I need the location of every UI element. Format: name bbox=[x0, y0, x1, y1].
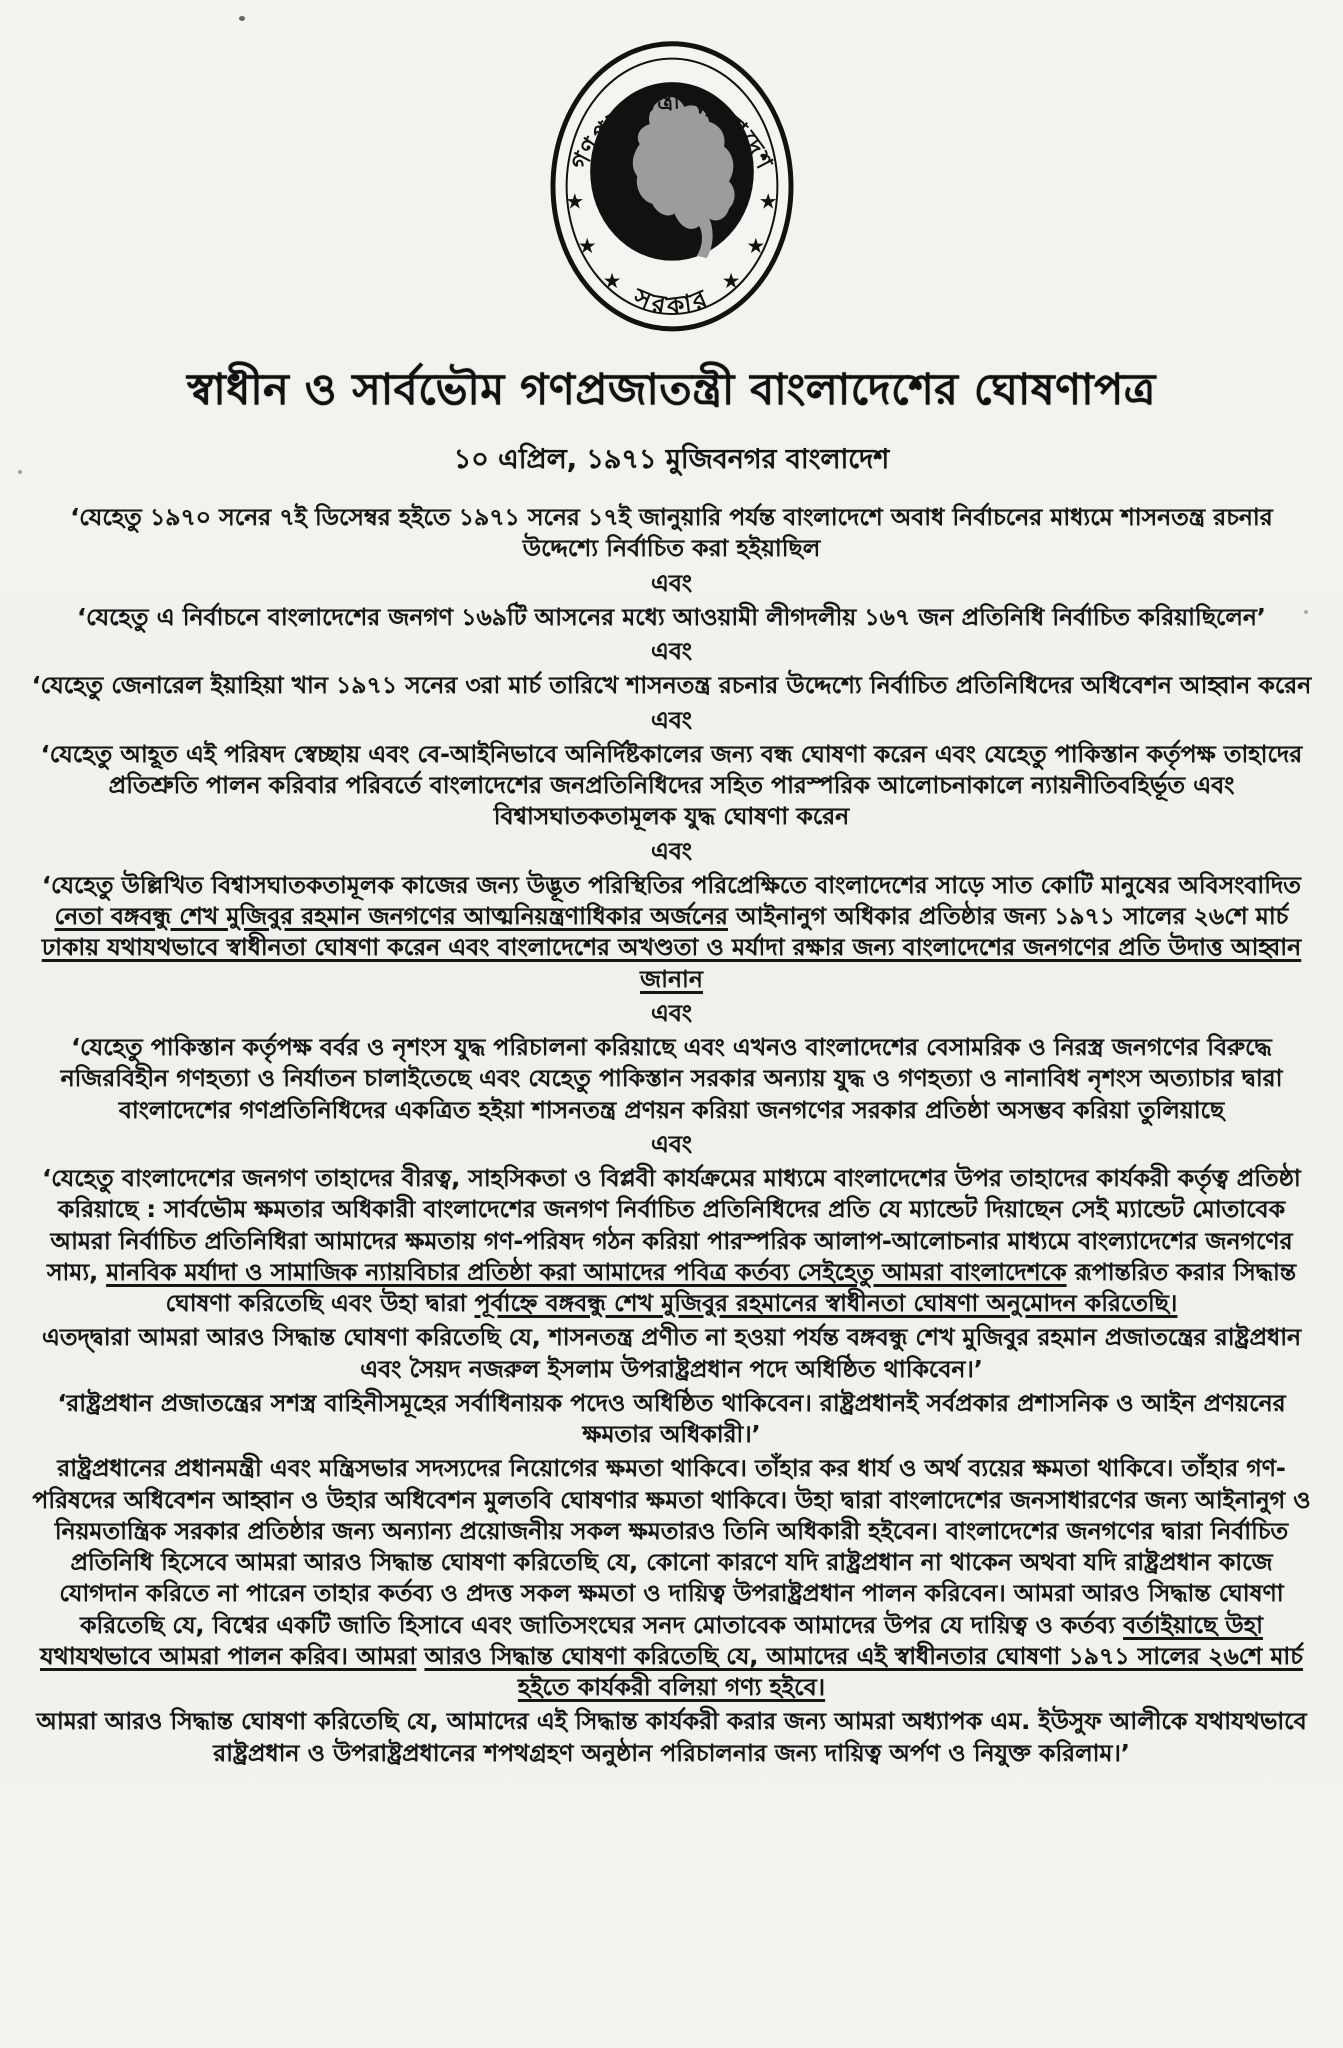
text-run: ‘যেহেতু উল্লিখিত বিশ্বাসঘাতকতামূলক কাজের জন্য উদ্ভূত পরিস্থিতির পরিপ্রেক্ষিতে বাংলাদেশের সাড়ে সাত কোটি মানুষের অবিসংবাদিত bbox=[42, 870, 1301, 899]
text-run: ‘যেহেতু বাংলাদেশের জনগণ তাহাদের বীরত্ব, সাহসিকতা ও বিপ্লবী কার্যক্রমের মাধ্যমে বাংলাদেশের উপর তাহাদের কার্যকরী কর্তৃত্ব প্রতিষ্ঠা করিয়াছে : সার্বভৌম ক্ষমতার অধিকারী বাংলাদেশের জনগণ নির্বাচিত প্রতিনিধিদের প্রতি যে ম্যান্ডেট দিয়াছেন সেই ম্যান্ডেট মোতাবেক আমরা নির্বাচিত প্রতিনিধিরা আমাদের ক্ষমতায় গণ-পরিষদ গঠন করিয়া পারস্পরিক আলাপ-আলোচনার মাধ্যমে বাংল্যাদেশের জনগণের সাম্য, bbox=[42, 1164, 1301, 1286]
text-run: ‘রাষ্ট্রপ্রধান প্রজাতন্ত্রের সশস্ত্র বাহিনীসমূহের সর্বাধিনায়ক পদেও অধিষ্ঠিত থাকিবেন। রাষ্ট্রপ্রধানই সর্বপ্রকার প্রশাসনিক ও আইন প্রণয়নের ক্ষমতার অধিকারী।’ bbox=[57, 1388, 1286, 1448]
paragraph bbox=[30, 602, 1313, 633]
underlined-text-run: নেতা বঙ্গবন্ধু শেখ মুজিবুর রহমান জনগণের আত্মনিয়ন্ত্রণাধিকার অর্জনের bbox=[54, 902, 728, 930]
star-icon: ★ bbox=[758, 188, 778, 214]
conjunction-line bbox=[30, 998, 1313, 1029]
text-run: ‘যেহেতু ১৯৭০ সনের ৭ই ডিসেম্বর হইতে ১৯৭১ সনের ১৭ই জানুয়ারি পর্যন্ত বাংলাদেশে অবাধ নির্বাচনের মাধ্যমে শাসনতন্ত্র রচনার উদ্দেশ্যে নির্বাচিত করা হইয়াছিল bbox=[70, 503, 1273, 563]
text-run: এবং bbox=[650, 705, 693, 734]
paragraph bbox=[30, 1706, 1313, 1769]
text-run: ‘যেহেতু জেনারেল ইয়াহিয়া খান ১৯৭১ সনের ৩রা মার্চ তারিখে শাসনতন্ত্র রচনার উদ্দেশ্যে নির্বাচিত প্রতিনিধিদের অধিবেশন আহ্বান করেন bbox=[31, 671, 1312, 700]
underlined-text-run: বর্তাইয়াছে উহা যথাযথভাবে আমরা পালন করিব। আমরা bbox=[40, 1610, 1263, 1670]
seal-top-text: গণপ্রজাতন্ত্রী বাংলাদেশ bbox=[564, 86, 779, 175]
scan-speckle bbox=[18, 470, 22, 474]
text-run: রাষ্ট্রপ্রধানের প্রধানমন্ত্রী এবং মন্ত্রিসভার সদস্যদের নিয়োগের ক্ষমতা থাকিবে। তাঁহার কর ধার্য ও অর্থ ব্যয়ের ক্ষমতা থাকিবে। তাঁহার গণ-পরিষদের অধিবেশন আহ্বান ও উহার অধিবেশন মুলতবি ঘোষণার ক্ষমতা থাকিবে। উহা দ্বারা বাংলাদেশের জনসাধারণের জন্য আইনানুগ ও নিয়মতান্ত্রিক সরকার প্রতিষ্ঠার জন্য অন্যান্য প্রয়োজনীয় সকল ক্ষমতারও তিনি অধিকারী হইবেন। বাংলাদেশের জনগণের দ্বারা নির্বাচিত প্রতিনিধি হিসেবে আমরা আরও সিদ্ধান্ত ঘোষণা করিতেছি যে, কোনো কারণে যদি রাষ্ট্রপ্রধান না থাকেন অথবা যদি রাষ্ট্রপ্রধান কাজে যোগদান করিতে না পারেন তাহার কর্তব্য ও প্রদত্ত সকল ক্ষমতা ও দায়িত্ব উপরাষ্ট্রপ্রধান পালন করিবেন। আমরা আরও সিদ্ধান্ত ঘোষণা করিতেছি যে, বিশ্বের একটি জাতি হিসাবে এবং জাতিসংঘের সনদ মোতাবেক আমাদের উপর যে দায়িত্ব ও কর্তব্য bbox=[32, 1454, 1311, 1639]
text-run: ‘যেহেতু আহূত এই পরিষদ স্বেচ্ছায় এবং বে-আইনিভাবে অনির্দিষ্টকালের জন্য বন্ধ ঘোষণা করেন এবং যেহেতু পাকিস্তান কর্তৃপক্ষ তাহাদের প্রতিশ্রুতি পালন করিবার পরিবর্তে বাংলাদেশের জনপ্রতিনিধিদের সহিত পারস্পরিক আলোচনাকালে ন্যায়নীতিবহির্ভূত এবং বিশ্বাসঘাতকতামূলক যুদ্ধ ঘোষণা করেন bbox=[40, 739, 1303, 831]
conjunction-line bbox=[30, 568, 1313, 599]
text-run: ‘যেহেতু পাকিস্তান কর্তৃপক্ষ বর্বর ও নৃশংস যুদ্ধ পরিচালনা করিয়াছে এবং এখনও বাংলাদেশের বেসামরিক ও নিরস্ত্র জনগণের বিরুদ্ধে নজিরবিহীন গণহত্যা ও নির্যাতন চালাইতেছে এবং যেহেতু পাকিস্তান সরকার অন্যায় যুদ্ধ ও গণহত্যা ও নানাবিধ নৃশংস অত্যাচার দ্বারা বাংলাদেশের গণপ্রতিনিধিদের একত্রিত হইয়া শাসনতন্ত্র প্রণয়ন করিয়া জনগণের সরকার প্রতিষ্ঠা অসম্ভব করিয়া তুলিয়াছে bbox=[60, 1033, 1283, 1124]
document-body bbox=[0, 502, 1343, 1769]
paragraph bbox=[30, 1322, 1313, 1385]
text-run: এবং bbox=[650, 1129, 693, 1158]
star-icon: ★ bbox=[577, 233, 597, 259]
text-run: ‘যেহেতু এ নির্বাচনে বাংলাদেশের জনগণ ১৬৯টি আসনের মধ্যে আওয়ামী লীগদলীয় ১৬৭ জন প্রতিনিধি নির্বাচিত করিয়াছিলেন’ bbox=[77, 602, 1266, 631]
underlined-text-run: আরও সিদ্ধান্ত ঘোষণা করিতেছি যে, আমাদের এই স্বাধীনতার ঘোষণা ১৯৭১ সালের ২৬শে মার্চ হইতে কার্যকরী বলিয়া গণ্য হইবে। bbox=[424, 1641, 1303, 1701]
scan-speckle bbox=[239, 16, 245, 21]
star-icon: ★ bbox=[745, 233, 765, 259]
conjunction-line bbox=[30, 705, 1313, 736]
conjunction-line bbox=[30, 636, 1313, 667]
paragraph bbox=[30, 1032, 1313, 1126]
conjunction-line bbox=[30, 1129, 1313, 1160]
underlined-text-run: মানবিক মর্যাদা ও সামাজিক ন্যায়বিচার প্রতিষ্ঠা করা আমাদের পবিত্র কর্তব্য সেইহেতু আমরা বাংলাদেশকে bbox=[106, 1257, 1067, 1286]
paragraph bbox=[30, 502, 1313, 565]
paragraph bbox=[30, 870, 1313, 995]
paragraph bbox=[30, 1388, 1313, 1451]
star-icon: ★ bbox=[602, 267, 621, 293]
paragraph bbox=[30, 739, 1313, 833]
government-seal bbox=[0, 0, 1343, 340]
star-icon: ★ bbox=[564, 188, 584, 214]
bangladesh-government-seal-icon bbox=[548, 40, 796, 340]
scan-speckle bbox=[1304, 610, 1308, 614]
paragraph bbox=[30, 670, 1313, 701]
paragraph bbox=[30, 1163, 1313, 1319]
text-run: এতদ্দ্বারা আমরা আরও সিদ্ধান্ত ঘোষণা করিতেছি যে, শাসনতন্ত্র প্রণীত না হওয়া পর্যন্ত বঙ্গবন্ধু শেখ মুজিবুর রহমান প্রজাতন্ত্রের রাষ্ট্রপ্রধান এবং সৈয়দ নজরুল ইসলাম উপরাষ্ট্রপ্রধান পদে অধিষ্ঠিত থাকিবেন।’ bbox=[41, 1323, 1302, 1383]
text-run: আইনানুগ অধিকার প্রতিষ্ঠার জন্য ১৯৭১ সালের ২৬শে মার্চ bbox=[727, 902, 1289, 930]
conjunction-line bbox=[30, 836, 1313, 867]
document-title: স্বাধীন ও সার্বভৌম গণপ্রজাতন্ত্রী বাংলাদেশের ঘোষণাপত্র bbox=[187, 365, 1156, 415]
paragraph bbox=[30, 1453, 1313, 1703]
text-run: রূপান্তরিত করার সিদ্ধান্ত ঘোষণা করিতেছি এবং উহা দ্বারা bbox=[165, 1257, 1297, 1317]
document-subtitle: ১০ এপ্রিল, ১৯৭১ মুজিবনগর বাংলাদেশ bbox=[453, 444, 890, 475]
text-run: এবং bbox=[650, 836, 693, 865]
text-run: এবং bbox=[650, 998, 693, 1027]
text-run: এবং bbox=[650, 568, 693, 597]
star-icon: ★ bbox=[721, 267, 740, 293]
underlined-text-run: ঢাকায় যথাযথভাবে স্বাধীনতা ঘোষণা করেন এবং বাংলাদেশের অখণ্ডতা ও মর্যাদা রক্ষার জন্য বাংলাদেশের জনগণের প্রতি উদাত্ত আহ্বান জানান bbox=[41, 933, 1302, 993]
text-run: আমরা আরও সিদ্ধান্ত ঘোষণা করিতেছি যে, আমাদের এই সিদ্ধান্ত কার্যকরী করার জন্য আমরা অধ্যাপক এম. ইউসুফ আলীকে যথাযথভাবে রাষ্ট্রপ্রধান ও উপরাষ্ট্রপ্রধানের শপথগ্রহণ অনুষ্ঠান পরিচালনার জন্য দায়িত্ব অর্পণ ও নিযুক্ত করিলাম।’ bbox=[36, 1707, 1307, 1767]
text-run: এবং bbox=[650, 637, 693, 665]
seal-bottom-text: সরকার bbox=[629, 282, 714, 321]
underlined-text-run: পূর্বাহ্নে বঙ্গবন্ধু শেখ মুজিবুর রহমানের স্বাধীনতা ঘোষণা অনুমোদন করিতেছি। bbox=[474, 1289, 1178, 1317]
